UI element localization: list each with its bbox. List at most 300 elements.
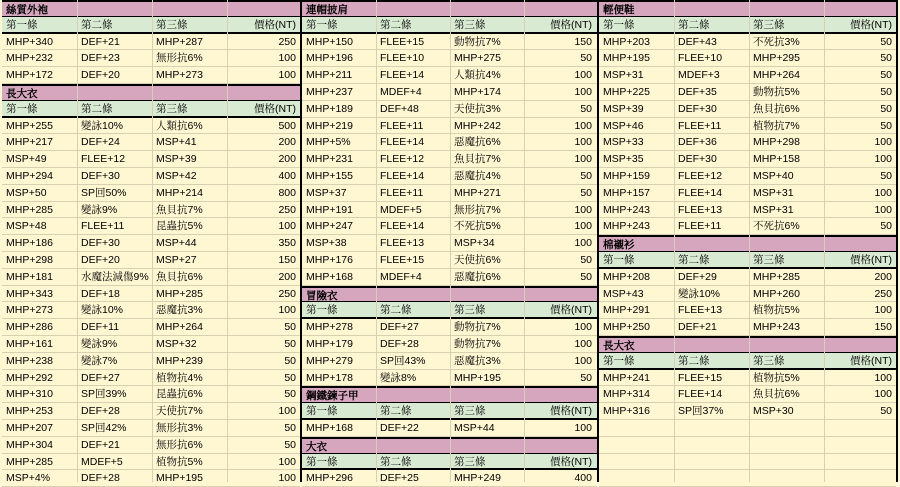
col-second-cell[interactable]: FLEE+10 <box>678 52 723 65</box>
col-price-cell[interactable]: 50 <box>880 69 892 82</box>
col-price-cell[interactable]: 200 <box>278 270 296 283</box>
col-first-cell[interactable]: MHP+186 <box>6 237 53 250</box>
section-title[interactable]: 連帽披肩 <box>306 4 348 16</box>
col-first-cell[interactable]: MHP+150 <box>306 35 353 48</box>
col-price-cell[interactable]: 價格(NT) <box>550 405 592 418</box>
col-price-cell[interactable]: 100 <box>574 136 592 149</box>
col-first-cell[interactable]: MHP+181 <box>6 270 53 283</box>
col-second-cell[interactable]: DEF+24 <box>81 136 120 149</box>
col-second-cell[interactable]: FLEE+10 <box>380 52 425 65</box>
section-title[interactable]: 長大衣 <box>603 340 635 352</box>
empty-row[interactable] <box>599 454 896 471</box>
col-first-cell[interactable]: MHP+168 <box>306 270 353 283</box>
col-first-cell[interactable]: MHP+253 <box>6 405 53 418</box>
col-second-cell[interactable]: 第二條 <box>380 18 412 31</box>
col-second-cell[interactable]: DEF+36 <box>678 136 717 149</box>
col-third-cell[interactable]: MHP+195 <box>156 472 203 485</box>
col-price-cell[interactable]: 350 <box>278 237 296 250</box>
col-first-cell[interactable]: MHP+294 <box>6 170 53 182</box>
col-price-cell[interactable]: 50 <box>580 270 592 283</box>
col-second-cell[interactable]: 第二條 <box>380 304 412 317</box>
col-second-cell[interactable]: DEF+11 <box>81 321 120 334</box>
col-second-cell[interactable]: FLEE+14 <box>380 69 425 82</box>
col-price-cell[interactable]: 100 <box>874 153 892 166</box>
col-first-cell[interactable]: MHP+343 <box>6 287 53 300</box>
section-title[interactable]: 輕便鞋 <box>603 4 635 16</box>
col-second-cell[interactable]: FLEE+15 <box>380 254 425 266</box>
col-second-cell[interactable]: DEF+30 <box>678 102 717 115</box>
col-second-cell[interactable]: DEF+18 <box>81 287 120 300</box>
col-first-cell[interactable]: MSP+35 <box>603 153 644 166</box>
col-second-cell[interactable]: FLEE+14 <box>678 388 723 401</box>
col-second-cell[interactable]: DEF+48 <box>380 102 419 115</box>
col-first-cell[interactable]: 第一條 <box>603 354 635 367</box>
col-third-cell[interactable]: 植物抗5% <box>753 371 800 384</box>
col-third-cell[interactable]: MSP+32 <box>156 338 197 350</box>
col-price-cell[interactable]: 50 <box>284 354 296 367</box>
col-third-cell[interactable]: MHP+275 <box>454 52 501 65</box>
col-first-cell[interactable]: MHP+207 <box>6 422 53 434</box>
col-price-cell[interactable]: 150 <box>278 254 296 266</box>
col-first-cell[interactable]: MHP+286 <box>6 321 53 334</box>
col-first-cell[interactable]: MHP+279 <box>306 354 353 367</box>
col-third-cell[interactable]: 植物抗5% <box>156 455 203 468</box>
col-first-cell[interactable]: MHP+296 <box>306 472 353 485</box>
col-third-cell[interactable]: 魚貝抗6% <box>156 270 203 283</box>
col-first-cell[interactable]: MHP+217 <box>6 136 53 149</box>
col-second-cell[interactable]: MDEF+5 <box>81 455 123 468</box>
col-first-cell[interactable]: MHP+211 <box>306 69 353 82</box>
col-price-cell[interactable]: 100 <box>574 69 592 82</box>
col-price-cell[interactable]: 100 <box>874 371 892 384</box>
col-price-cell[interactable]: 價格(NT) <box>550 18 592 31</box>
empty-row[interactable] <box>599 470 896 487</box>
col-second-cell[interactable]: DEF+28 <box>81 472 120 485</box>
col-price-cell[interactable]: 100 <box>574 119 592 132</box>
col-price-cell[interactable]: 價格(NT) <box>850 254 892 266</box>
col-first-cell[interactable]: MHP+189 <box>306 102 353 115</box>
col-first-cell[interactable]: 第一條 <box>306 18 338 31</box>
col-price-cell[interactable]: 400 <box>574 472 592 485</box>
col-price-cell[interactable]: 100 <box>574 338 592 350</box>
col-second-cell[interactable]: 變詠10% <box>678 287 721 300</box>
col-second-cell[interactable]: DEF+30 <box>81 237 120 250</box>
col-third-cell[interactable]: 無形抗6% <box>156 438 203 451</box>
col-second-cell[interactable]: 第二條 <box>678 18 710 31</box>
col-first-cell[interactable]: MSP+38 <box>306 237 347 250</box>
col-third-cell[interactable]: 昆蟲抗6% <box>156 388 203 401</box>
col-third-cell[interactable]: 惡魔抗3% <box>454 354 501 367</box>
col-third-cell[interactable]: MSP+41 <box>156 136 197 149</box>
col-second-cell[interactable]: DEF+22 <box>380 422 419 434</box>
col-second-cell[interactable]: MDEF+5 <box>380 203 422 216</box>
col-third-cell[interactable]: MSP+31 <box>753 203 794 216</box>
col-first-cell[interactable]: MHP+237 <box>306 86 353 98</box>
col-second-cell[interactable]: FLEE+12 <box>380 153 425 166</box>
col-second-cell[interactable]: 第二條 <box>380 405 412 418</box>
col-price-cell[interactable]: 100 <box>278 52 296 65</box>
col-first-cell[interactable]: MHP+159 <box>603 170 650 182</box>
col-first-cell[interactable]: MHP+238 <box>6 354 53 367</box>
col-first-cell[interactable]: 第一條 <box>603 254 635 266</box>
col-first-cell[interactable]: MHP+304 <box>6 438 53 451</box>
col-second-cell[interactable]: 第二條 <box>678 354 710 367</box>
col-third-cell[interactable]: MSP+39 <box>156 153 197 166</box>
col-first-cell[interactable]: MSP+46 <box>603 119 644 132</box>
col-first-cell[interactable]: MHP+161 <box>6 338 53 350</box>
col-second-cell[interactable]: DEF+35 <box>678 86 717 98</box>
col-second-cell[interactable]: DEF+20 <box>81 69 120 82</box>
col-third-cell[interactable]: MSP+42 <box>156 170 197 182</box>
col-third-cell[interactable]: 天使抗6% <box>454 254 501 266</box>
col-second-cell[interactable]: MDEF+4 <box>380 86 422 98</box>
col-price-cell[interactable]: 200 <box>278 136 296 149</box>
col-third-cell[interactable]: MSP+30 <box>753 405 794 418</box>
col-second-cell[interactable]: DEF+28 <box>380 338 419 350</box>
col-third-cell[interactable]: MHP+260 <box>753 287 800 300</box>
col-first-cell[interactable]: MHP+298 <box>6 254 53 266</box>
col-second-cell[interactable]: FLEE+11 <box>678 220 722 233</box>
col-second-cell[interactable]: FLEE+13 <box>380 237 425 250</box>
col-second-cell[interactable]: 水魔法減傷9% <box>81 270 149 283</box>
col-first-cell[interactable]: MSP+49 <box>6 153 47 166</box>
col-first-cell[interactable]: MSP+50 <box>6 186 47 199</box>
col-third-cell[interactable]: 惡魔抗6% <box>454 136 501 149</box>
col-price-cell[interactable]: 50 <box>284 438 296 451</box>
col-second-cell[interactable]: FLEE+12 <box>81 153 126 166</box>
col-price-cell[interactable]: 50 <box>880 119 892 132</box>
col-first-cell[interactable]: 第一條 <box>6 18 38 31</box>
col-price-cell[interactable]: 50 <box>284 371 296 384</box>
col-second-cell[interactable]: FLEE+11 <box>81 220 125 233</box>
col-third-cell[interactable]: 動物抗7% <box>454 338 501 350</box>
col-third-cell[interactable]: MSP+31 <box>753 186 794 199</box>
col-price-cell[interactable]: 200 <box>874 270 892 283</box>
col-second-cell[interactable]: FLEE+11 <box>678 119 722 132</box>
col-first-cell[interactable]: MSP+39 <box>603 102 644 115</box>
col-third-cell[interactable]: MHP+242 <box>454 119 501 132</box>
col-first-cell[interactable]: MHP+5% <box>306 136 351 149</box>
col-third-cell[interactable]: MHP+285 <box>156 287 203 300</box>
col-third-cell[interactable]: 昆蟲抗5% <box>156 220 203 233</box>
section-title[interactable]: 冒險衣 <box>306 289 338 302</box>
col-second-cell[interactable]: SP回43% <box>380 354 426 367</box>
col-second-cell[interactable]: 變詠9% <box>81 203 118 216</box>
col-price-cell[interactable]: 50 <box>580 170 592 182</box>
col-second-cell[interactable]: DEF+23 <box>81 52 120 65</box>
col-third-cell[interactable]: MHP+239 <box>156 354 203 367</box>
col-first-cell[interactable]: MHP+208 <box>603 270 650 283</box>
col-third-cell[interactable]: 天使抗3% <box>454 102 501 115</box>
col-first-cell[interactable]: MHP+243 <box>603 220 650 233</box>
col-third-cell[interactable]: 魚貝抗7% <box>454 153 501 166</box>
col-third-cell[interactable]: MSP+44 <box>156 237 197 250</box>
col-second-cell[interactable]: 變詠10% <box>81 119 124 132</box>
col-first-cell[interactable]: MHP+176 <box>306 254 353 266</box>
col-third-cell[interactable]: 天使抗7% <box>156 405 203 418</box>
col-first-cell[interactable]: MHP+155 <box>306 170 353 182</box>
col-second-cell[interactable]: DEF+27 <box>380 321 419 334</box>
col-price-cell[interactable]: 50 <box>284 338 296 350</box>
col-price-cell[interactable]: 100 <box>574 153 592 166</box>
col-first-cell[interactable]: MSP+4% <box>6 472 51 485</box>
col-price-cell[interactable]: 250 <box>874 287 892 300</box>
col-first-cell[interactable]: 第一條 <box>306 455 338 468</box>
col-first-cell[interactable]: 第一條 <box>306 304 338 317</box>
col-price-cell[interactable]: 100 <box>574 422 592 434</box>
col-price-cell[interactable]: 100 <box>574 220 592 233</box>
col-third-cell[interactable]: MHP+158 <box>753 153 800 166</box>
col-third-cell[interactable]: 第三條 <box>753 254 785 266</box>
col-price-cell[interactable]: 50 <box>580 254 592 266</box>
col-first-cell[interactable]: MHP+231 <box>306 153 353 166</box>
col-first-cell[interactable]: MHP+278 <box>306 321 353 334</box>
col-third-cell[interactable]: MHP+195 <box>454 371 501 384</box>
col-third-cell[interactable]: 人類抗6% <box>156 119 203 132</box>
col-price-cell[interactable]: 250 <box>278 287 296 300</box>
col-first-cell[interactable]: MHP+191 <box>306 203 353 216</box>
col-third-cell[interactable]: 第三條 <box>454 455 486 468</box>
col-second-cell[interactable]: FLEE+15 <box>678 371 723 384</box>
col-price-cell[interactable]: 250 <box>278 35 296 48</box>
col-third-cell[interactable]: 不死抗5% <box>454 220 501 233</box>
col-second-cell[interactable]: DEF+21 <box>81 35 120 48</box>
col-third-cell[interactable]: 不死抗6% <box>753 220 800 233</box>
col-third-cell[interactable]: 無形抗3% <box>156 422 203 434</box>
col-price-cell[interactable]: 100 <box>574 237 592 250</box>
col-third-cell[interactable]: MHP+264 <box>156 321 203 334</box>
section-title[interactable]: 絲質外袍 <box>6 4 48 16</box>
col-price-cell[interactable]: 50 <box>284 422 296 434</box>
col-second-cell[interactable]: SP回50% <box>81 186 127 199</box>
col-third-cell[interactable]: 惡魔抗6% <box>454 270 501 283</box>
col-second-cell[interactable]: FLEE+13 <box>678 203 723 216</box>
col-third-cell[interactable]: 惡魔抗3% <box>156 304 203 317</box>
col-third-cell[interactable]: MSP+34 <box>454 237 495 250</box>
col-third-cell[interactable]: MHP+285 <box>753 270 800 283</box>
col-price-cell[interactable]: 50 <box>880 35 892 48</box>
col-first-cell[interactable]: MHP+310 <box>6 388 53 401</box>
col-price-cell[interactable]: 100 <box>278 69 296 82</box>
col-price-cell[interactable]: 50 <box>580 52 592 65</box>
col-price-cell[interactable]: 100 <box>278 455 296 468</box>
col-second-cell[interactable]: 變詠9% <box>81 338 118 350</box>
col-first-cell[interactable]: MSP+37 <box>306 186 347 199</box>
col-price-cell[interactable]: 100 <box>278 472 296 485</box>
col-first-cell[interactable]: MSP+43 <box>603 287 644 300</box>
col-first-cell[interactable]: MHP+340 <box>6 35 53 48</box>
col-third-cell[interactable]: 人類抗4% <box>454 69 501 82</box>
col-second-cell[interactable]: DEF+20 <box>81 254 120 266</box>
col-third-cell[interactable]: MHP+174 <box>454 86 501 98</box>
col-second-cell[interactable]: MDEF+3 <box>678 69 720 82</box>
col-second-cell[interactable]: DEF+21 <box>678 321 717 334</box>
col-first-cell[interactable]: MHP+196 <box>306 52 353 65</box>
col-third-cell[interactable]: 無形抗7% <box>454 203 501 216</box>
col-second-cell[interactable]: 第二條 <box>81 102 113 115</box>
col-third-cell[interactable]: 動物抗5% <box>753 86 800 98</box>
col-price-cell[interactable]: 100 <box>574 354 592 367</box>
col-price-cell[interactable]: 100 <box>874 136 892 149</box>
col-first-cell[interactable]: MHP+255 <box>6 119 53 132</box>
col-second-cell[interactable]: DEF+30 <box>678 153 717 166</box>
col-price-cell[interactable]: 500 <box>278 119 296 132</box>
col-third-cell[interactable]: MSP+40 <box>753 170 794 182</box>
col-price-cell[interactable]: 100 <box>278 304 296 317</box>
col-third-cell[interactable]: 第三條 <box>454 304 486 317</box>
col-second-cell[interactable]: FLEE+14 <box>380 136 425 149</box>
col-third-cell[interactable]: MHP+214 <box>156 186 203 199</box>
col-third-cell[interactable]: 第三條 <box>753 354 785 367</box>
col-second-cell[interactable]: DEF+21 <box>81 438 120 451</box>
col-first-cell[interactable]: MSP+48 <box>6 220 47 233</box>
col-price-cell[interactable]: 價格(NT) <box>254 18 296 31</box>
col-second-cell[interactable]: SP回37% <box>678 405 724 418</box>
col-first-cell[interactable]: MHP+241 <box>603 371 650 384</box>
col-first-cell[interactable]: 第一條 <box>306 405 338 418</box>
col-third-cell[interactable]: 第三條 <box>753 18 785 31</box>
col-first-cell[interactable]: MHP+219 <box>306 119 353 132</box>
col-second-cell[interactable]: FLEE+14 <box>678 186 723 199</box>
col-first-cell[interactable]: MHP+292 <box>6 371 53 384</box>
col-first-cell[interactable]: MHP+243 <box>603 203 650 216</box>
col-third-cell[interactable]: 第三條 <box>156 102 188 115</box>
col-second-cell[interactable]: DEF+29 <box>678 270 717 283</box>
col-first-cell[interactable]: MHP+172 <box>6 69 53 82</box>
col-second-cell[interactable]: DEF+27 <box>81 371 120 384</box>
col-third-cell[interactable]: 不死抗3% <box>753 35 800 48</box>
col-first-cell[interactable]: MHP+285 <box>6 455 53 468</box>
col-third-cell[interactable]: MHP+264 <box>753 69 800 82</box>
col-price-cell[interactable]: 100 <box>278 405 296 418</box>
col-first-cell[interactable]: MHP+195 <box>603 52 650 65</box>
col-third-cell[interactable]: 第三條 <box>454 18 486 31</box>
col-second-cell[interactable]: 第二條 <box>81 18 113 31</box>
col-third-cell[interactable]: 植物抗4% <box>156 371 203 384</box>
col-third-cell[interactable]: 植物抗5% <box>753 304 800 317</box>
col-price-cell[interactable]: 100 <box>874 304 892 317</box>
col-price-cell[interactable]: 50 <box>880 52 892 65</box>
col-third-cell[interactable]: MHP+249 <box>454 472 501 485</box>
col-third-cell[interactable]: MHP+287 <box>156 35 203 48</box>
col-third-cell[interactable]: MHP+243 <box>753 321 800 334</box>
col-price-cell[interactable]: 50 <box>880 405 892 418</box>
col-second-cell[interactable]: DEF+25 <box>380 472 419 485</box>
col-third-cell[interactable]: 惡魔抗4% <box>454 170 501 182</box>
section-title[interactable]: 棉襯衫 <box>603 239 635 252</box>
col-first-cell[interactable]: MHP+179 <box>306 338 353 350</box>
col-first-cell[interactable]: MHP+178 <box>306 371 353 384</box>
col-first-cell[interactable]: MSP+33 <box>603 136 644 149</box>
col-price-cell[interactable]: 400 <box>278 170 296 182</box>
col-price-cell[interactable]: 50 <box>580 371 592 384</box>
col-price-cell[interactable]: 50 <box>880 86 892 98</box>
col-second-cell[interactable]: FLEE+14 <box>380 220 425 233</box>
col-first-cell[interactable]: MHP+203 <box>603 35 650 48</box>
col-first-cell[interactable]: MHP+225 <box>603 86 650 98</box>
col-first-cell[interactable]: MHP+273 <box>6 304 53 317</box>
col-third-cell[interactable]: 第三條 <box>454 405 486 418</box>
col-price-cell[interactable]: 100 <box>574 321 592 334</box>
col-second-cell[interactable]: 第二條 <box>678 254 710 266</box>
col-first-cell[interactable]: 第一條 <box>603 18 635 31</box>
col-price-cell[interactable]: 100 <box>278 220 296 233</box>
col-price-cell[interactable]: 100 <box>574 86 592 98</box>
section-title[interactable]: 鋼鐵鍊子甲 <box>306 390 359 403</box>
col-second-cell[interactable]: DEF+30 <box>81 170 120 182</box>
col-second-cell[interactable]: FLEE+14 <box>380 170 425 182</box>
col-third-cell[interactable]: 植物抗7% <box>753 119 800 132</box>
col-first-cell[interactable]: 第一條 <box>6 102 38 115</box>
col-second-cell[interactable]: 第二條 <box>380 455 412 468</box>
col-second-cell[interactable]: DEF+43 <box>678 35 717 48</box>
col-second-cell[interactable]: 變詠7% <box>81 354 118 367</box>
section-title[interactable]: 長大衣 <box>6 88 38 100</box>
col-price-cell[interactable]: 價格(NT) <box>850 354 892 367</box>
col-first-cell[interactable]: MHP+168 <box>306 422 353 434</box>
col-second-cell[interactable]: MDEF+4 <box>380 270 422 283</box>
col-price-cell[interactable]: 50 <box>880 220 892 233</box>
col-third-cell[interactable]: 動物抗7% <box>454 35 501 48</box>
col-second-cell[interactable]: 變詠8% <box>380 371 417 384</box>
col-first-cell[interactable]: MHP+247 <box>306 220 353 233</box>
empty-row[interactable] <box>599 420 896 437</box>
col-third-cell[interactable]: MHP+273 <box>156 69 203 82</box>
col-first-cell[interactable]: MHP+250 <box>603 321 650 334</box>
col-third-cell[interactable]: MHP+298 <box>753 136 800 149</box>
col-price-cell[interactable]: 800 <box>278 186 296 199</box>
col-third-cell[interactable]: MHP+295 <box>753 52 800 65</box>
col-price-cell[interactable]: 100 <box>874 203 892 216</box>
col-first-cell[interactable]: MSP+31 <box>603 69 644 82</box>
col-second-cell[interactable]: FLEE+11 <box>380 186 424 199</box>
col-third-cell[interactable]: 魚貝抗6% <box>753 388 800 401</box>
col-price-cell[interactable]: 價格(NT) <box>550 304 592 317</box>
col-price-cell[interactable]: 150 <box>574 35 592 48</box>
col-price-cell[interactable]: 50 <box>880 170 892 182</box>
col-price-cell[interactable]: 250 <box>278 203 296 216</box>
col-price-cell[interactable]: 100 <box>874 186 892 199</box>
col-second-cell[interactable]: FLEE+12 <box>678 170 723 182</box>
col-price-cell[interactable]: 200 <box>278 153 296 166</box>
col-price-cell[interactable]: 100 <box>574 203 592 216</box>
col-first-cell[interactable]: MHP+157 <box>603 186 650 199</box>
col-third-cell[interactable]: 動物抗7% <box>454 321 501 334</box>
col-first-cell[interactable]: MHP+314 <box>603 388 650 401</box>
col-price-cell[interactable]: 價格(NT) <box>550 455 592 468</box>
col-third-cell[interactable]: 第三條 <box>156 18 188 31</box>
col-second-cell[interactable]: SP回39% <box>81 388 127 401</box>
section-title[interactable]: 大衣 <box>306 440 327 453</box>
col-third-cell[interactable]: MHP+271 <box>454 186 501 199</box>
col-first-cell[interactable]: MHP+291 <box>603 304 650 317</box>
col-third-cell[interactable]: MSP+27 <box>156 254 197 266</box>
col-first-cell[interactable]: MHP+316 <box>603 405 650 418</box>
col-third-cell[interactable]: 魚貝抗7% <box>156 203 203 216</box>
empty-row[interactable] <box>599 437 896 454</box>
col-price-cell[interactable]: 50 <box>284 388 296 401</box>
col-price-cell[interactable]: 50 <box>580 186 592 199</box>
col-second-cell[interactable]: SP回42% <box>81 422 127 434</box>
col-third-cell[interactable]: MSP+44 <box>454 422 495 434</box>
col-price-cell[interactable]: 價格(NT) <box>254 102 296 115</box>
col-first-cell[interactable]: MHP+285 <box>6 203 53 216</box>
col-price-cell[interactable]: 50 <box>580 102 592 115</box>
col-price-cell[interactable]: 100 <box>874 388 892 401</box>
col-first-cell[interactable]: MHP+232 <box>6 52 53 65</box>
col-second-cell[interactable]: FLEE+13 <box>678 304 723 317</box>
col-third-cell[interactable]: 魚貝抗6% <box>753 102 800 115</box>
